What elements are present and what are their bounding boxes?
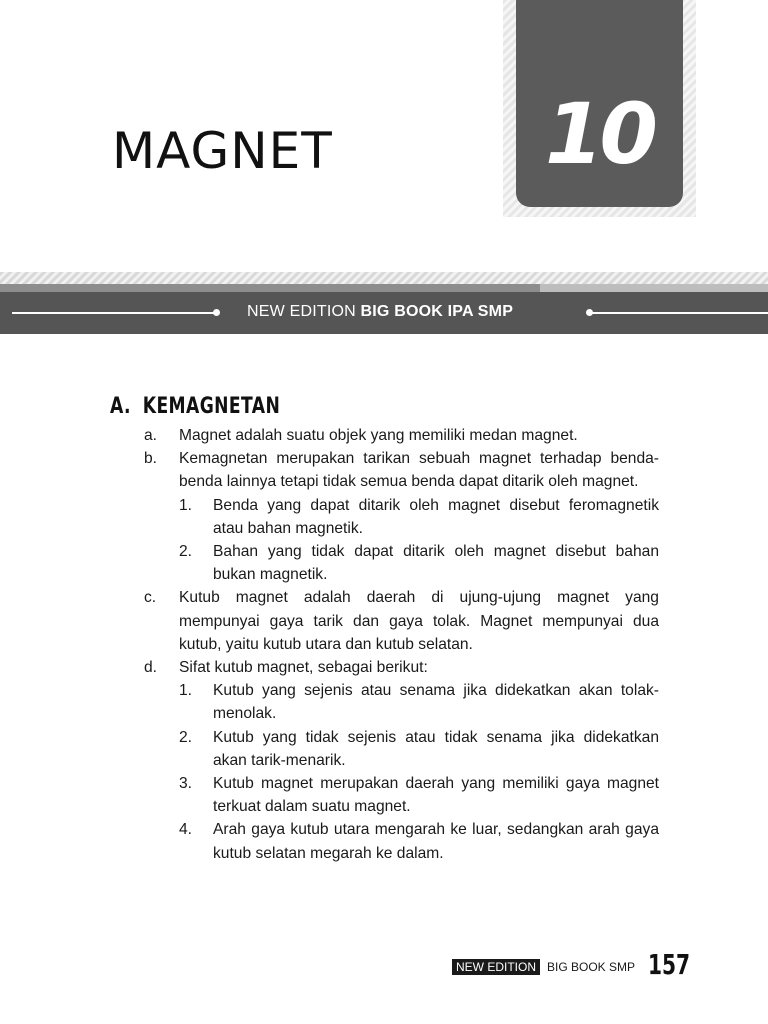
list-marker: d. bbox=[144, 659, 158, 677]
sub-list-marker: 3. bbox=[179, 775, 193, 793]
sub-list-marker: 2. bbox=[179, 728, 193, 746]
sub-list-item-text: Bahan yang tidak dapat ditarik oleh magnet disebut bahan bukan magnetik. bbox=[213, 543, 659, 584]
sub-list-item bbox=[0, 679, 768, 725]
footer-book-title: BIG BOOK SMP bbox=[547, 960, 636, 974]
sub-list-marker: 1. bbox=[179, 496, 193, 514]
sub-list-marker: 1. bbox=[179, 682, 193, 700]
footer-edition-tag: NEW EDITION bbox=[452, 959, 540, 975]
sub-list-item bbox=[0, 494, 768, 540]
series-banner bbox=[0, 292, 768, 334]
sub-list-item-text: Benda yang dapat ditarik oleh magnet disebut feromagnetik atau bahan magnetik. bbox=[213, 496, 659, 537]
chapter-title: MAGNET bbox=[112, 122, 333, 180]
sub-list-item-text: Kutub yang tidak sejenis atau tidak senama jika didekatkan akan tarik-menarik. bbox=[213, 728, 659, 769]
sub-list-item-text: Kutub magnet merupakan daerah yang memiliki gaya magnet terkuat dalam suatu magnet. bbox=[213, 775, 659, 816]
list-item-text: Sifat kutub magnet, sebagai berikut: bbox=[179, 659, 428, 677]
banner-dot-left bbox=[213, 309, 220, 316]
banner-accent-strip bbox=[0, 284, 768, 292]
sub-list-item-text: Arah gaya kutub utara mengarah ke luar, sedangkan arah gaya kutub selatan megarah ke dalam. bbox=[213, 821, 659, 862]
section-title: KEMAGNETAN bbox=[142, 394, 281, 419]
banner-rule-right bbox=[590, 312, 768, 314]
sub-list-item bbox=[0, 726, 768, 772]
list-item-text: Kemagnetan merupakan tarikan sebuah magnet terhadap benda-benda lainnya tetapi tidak semua benda dapat ditarik oleh magnet. bbox=[179, 450, 659, 491]
list-item-text: Magnet adalah suatu objek yang memiliki medan magnet. bbox=[179, 427, 578, 444]
list-marker: b. bbox=[144, 450, 158, 468]
list-item bbox=[0, 424, 768, 447]
banner-text bbox=[247, 303, 513, 321]
sub-list-marker: 4. bbox=[179, 821, 193, 839]
list-item-text: Kutub magnet adalah daerah di ujung-ujung magnet yang mempunyai gaya tarik dan gaya tolak. Magnet mempunyai dua kutub, yaitu kutub utara dan kutub selatan. bbox=[179, 589, 659, 653]
sub-list-item bbox=[0, 818, 768, 864]
section-letter: A. bbox=[110, 394, 131, 419]
section-heading bbox=[110, 394, 280, 419]
list-item bbox=[0, 586, 768, 656]
list-marker: c. bbox=[144, 589, 157, 607]
sub-list-item bbox=[0, 772, 768, 818]
list-item bbox=[0, 656, 768, 679]
page-number: 157 bbox=[648, 948, 691, 981]
sub-list-item bbox=[0, 540, 768, 586]
list-item bbox=[0, 447, 768, 493]
chapter-number: 10 bbox=[545, 85, 654, 183]
banner-prefix: NEW EDITION bbox=[247, 303, 356, 320]
banner-rule-left bbox=[12, 312, 218, 314]
list-marker: a. bbox=[144, 427, 158, 444]
sub-list-marker: 2. bbox=[179, 543, 193, 561]
sub-list-item-text: Kutub yang sejenis atau senama jika didekatkan akan tolak-menolak. bbox=[213, 682, 659, 723]
section-content bbox=[0, 424, 768, 865]
banner-bold: BIG BOOK IPA SMP bbox=[360, 303, 514, 320]
